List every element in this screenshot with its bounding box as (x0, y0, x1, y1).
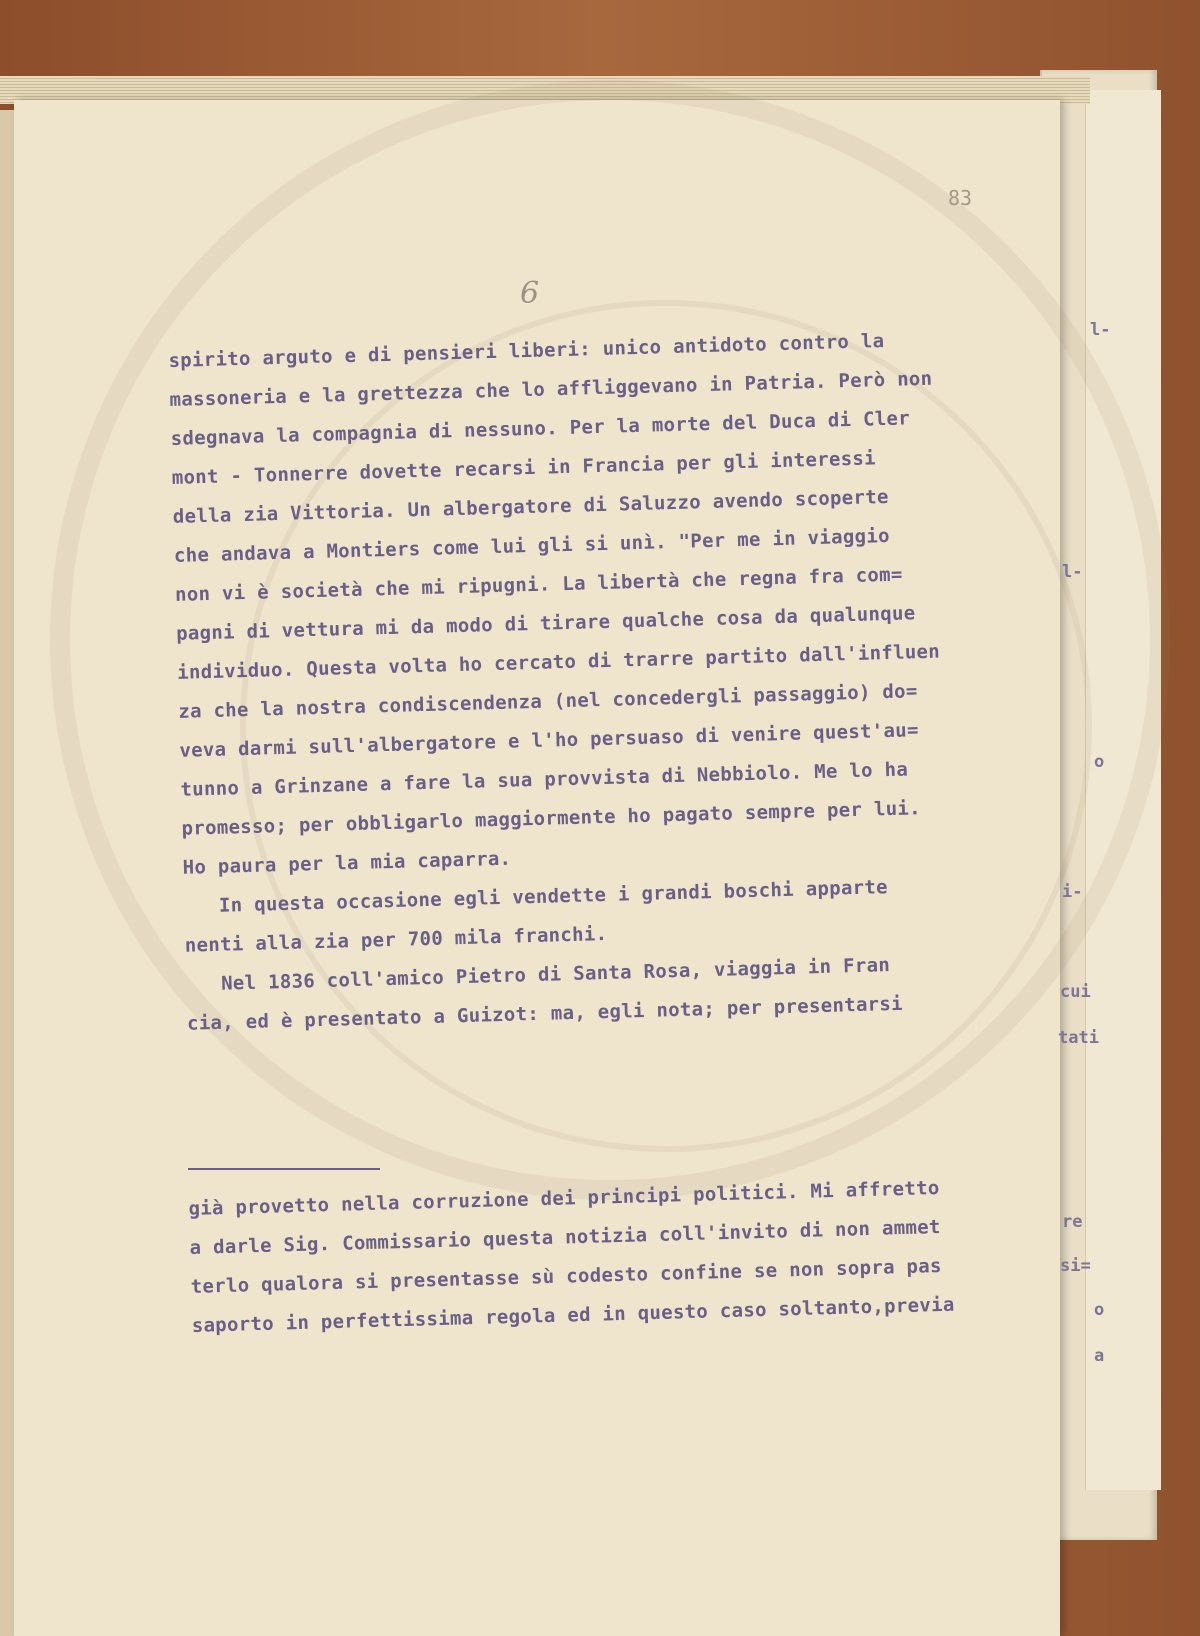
margin-fragment: l- (1062, 562, 1083, 582)
text-line: veva darmi sull'albergatore e l'ho persuaso di venire quest'au= (179, 719, 920, 762)
margin-fragment: o (1094, 1300, 1105, 1320)
body-text (168, 317, 1087, 1044)
footnote-text (188, 1166, 1052, 1346)
text-line: Ho paura per la mia caparra. (182, 847, 512, 879)
margin-fragment: o (1094, 752, 1105, 772)
margin-fragment: tati (1058, 1028, 1099, 1048)
margin-fragment: si= (1060, 1256, 1091, 1276)
pencil-mark: 6 (520, 276, 540, 311)
footnote-rule (188, 1168, 380, 1170)
margin-fragment: re (1062, 1212, 1083, 1232)
text-line: nenti alla zia per 700 mila franchi. (184, 922, 608, 957)
text-line: massoneria e la grettezza che lo affliggevano in Patria. Però non (169, 367, 933, 411)
text-line: della zia Vittoria. Un albergatore di Saluzzo avendo scoperte (172, 485, 889, 528)
text-line: spirito arguto e di pensieri liberi: unico antidoto contro la (168, 330, 885, 372)
page-number: 83 (948, 186, 973, 210)
text-line: In questa occasione egli vendette i grandi boschi apparte (183, 876, 889, 918)
text-line: promesso; per obbligarlo maggiormente ho pagato sempre per lui. (181, 797, 922, 840)
page-stack-back (1085, 90, 1161, 1490)
footnote-line: saporto in perfettissima regola ed in questo caso soltanto,previa (191, 1293, 955, 1337)
text-line: che andava a Montiers come lui gli si unì. "Per me in viaggio (173, 524, 891, 567)
text-line: sdegnava la compagnia di nessuno. Per la morte del Duca di Cler (170, 407, 911, 450)
text-line: cia, ed è presentato a Guizot: ma, egli nota; per presentarsi (186, 992, 904, 1035)
margin-fragment: l- (1090, 320, 1111, 340)
text-line: tunno a Grinzane a fare la sua provvista di Nebbiolo. Me lo ha (180, 758, 909, 801)
text-line: za che la nostra condiscendenza (nel concedergli passaggio) do= (178, 680, 918, 723)
text-line: non vi è società che mi ripugni. La libertà che regna fra com= (174, 563, 903, 606)
margin-fragment: a (1094, 1346, 1105, 1366)
text-line: mont - Tonnerre dovette recarsi in Francia per gli interessi (171, 447, 877, 489)
footnote-line: terlo qualora si presentasse sù codesto confine se non sopra pas (190, 1254, 943, 1298)
footnote-line: già provetto nella corruzione dei principi politici. Mi affretto (188, 1177, 940, 1220)
text-line: pagni di vettura mi da modo di tirare qualche cosa da qualunque (175, 602, 916, 645)
footnote-line: a darle Sig. Commissario questa notizia coll'invito di non ammet (189, 1216, 941, 1259)
margin-fragment: cui (1060, 982, 1091, 1002)
text-line: Nel 1836 coll'amico Pietro di Santa Rosa, viaggia in Fran (185, 954, 891, 996)
text-line: individuo. Questa volta ho cercato di trarre partito dall'influen (176, 640, 941, 684)
margin-fragment: i- (1062, 882, 1083, 902)
